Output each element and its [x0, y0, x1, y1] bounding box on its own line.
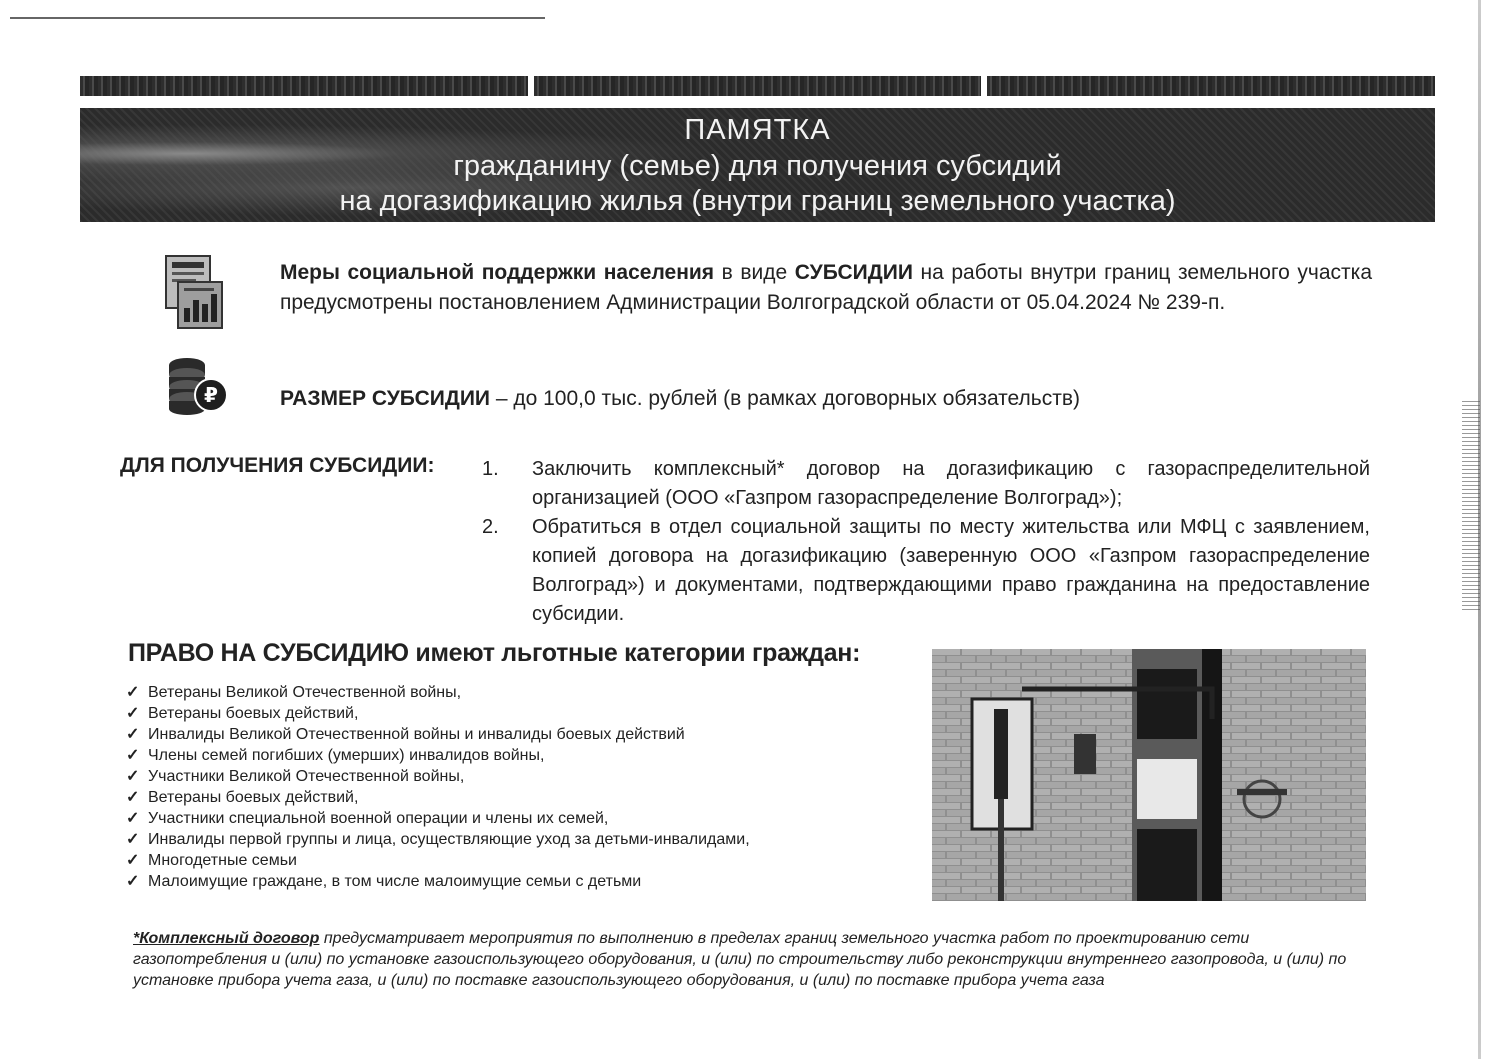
subsidy-size-value: – до 100,0 тыс. рублей (в рамках договорных обязательств): [490, 387, 1080, 410]
banner-title: ПАМЯТКА: [684, 114, 831, 146]
list-item: [126, 787, 886, 808]
step-text: Заключить комплексный* договор на догазификацию с газораспределительной организацией (ООО «Газпром газораспределение Волгоград»);: [532, 458, 1370, 509]
measures-bold-subsidy: СУБСИДИИ: [794, 261, 913, 284]
check-icon: ✓: [126, 684, 140, 701]
svg-text:₽: ₽: [204, 383, 218, 407]
step-text: Обратиться в отдел социальной защиты по месту жительства или МФЦ с заявлением, копией договора на догазификацию (заверенную ООО «Газпром газораспределение Волгоград») и документами, подтверждающими право гражданина на предоставление субсидии.: [532, 516, 1370, 625]
banner-subtitle-1: гражданину (семье) для получения субсидий: [453, 150, 1062, 182]
list-item: [126, 766, 886, 787]
check-icon: ✓: [126, 768, 140, 785]
check-icon: ✓: [126, 810, 140, 827]
list-item: [126, 871, 886, 892]
list-item: [126, 703, 886, 724]
category-label: Участники Великой Отечественной войны,: [148, 768, 465, 785]
category-label: Члены семей погибших (умерших) инвалидов войны,: [148, 747, 545, 764]
list-item: [126, 724, 886, 745]
list-item: [126, 850, 886, 871]
stripe-segment: [534, 76, 982, 96]
check-icon: ✓: [126, 747, 140, 764]
eligibility-title: ПРАВО НА СУБСИДИЮ имеют льготные категории граждан:: [128, 639, 861, 667]
footnote-lead: *Комплексный договор: [133, 930, 320, 947]
check-icon: ✓: [126, 852, 140, 869]
subsidy-size-text: [280, 384, 1372, 414]
check-icon: ✓: [126, 873, 140, 890]
gas-meter-wall-photo: [932, 649, 1366, 901]
banner-subtitle-2: на догазификацию жилья (внутри границ земельного участка): [339, 185, 1176, 217]
get-subsidy-label: ДЛЯ ПОЛУЧЕНИЯ СУБСИДИИ:: [120, 454, 435, 477]
check-icon: ✓: [126, 831, 140, 848]
list-item: [126, 829, 886, 850]
step-item: [482, 513, 1370, 629]
category-label: Многодетные семьи: [148, 852, 297, 869]
scan-noise: [1462, 400, 1480, 610]
document-chart-icon: [160, 252, 230, 334]
category-label: Инвалиды Великой Отечественной войны и инвалиды боевых действий: [148, 726, 685, 743]
category-label: Ветераны Великой Отечественной войны,: [148, 684, 462, 701]
step-number: 2.: [482, 516, 499, 538]
subsidy-steps-list: [482, 455, 1370, 629]
category-label: Инвалиды первой группы и лица, осуществляющие уход за детьми-инвалидами,: [148, 831, 750, 848]
category-label: Участники специальной военной операции и члены их семей,: [148, 810, 609, 827]
top-scan-line: [10, 17, 545, 19]
list-item: [126, 745, 886, 766]
measures-text-1: в виде: [714, 261, 795, 284]
list-item: [126, 682, 886, 703]
footnote: [133, 928, 1383, 991]
step-number: 1.: [482, 458, 499, 480]
check-icon: ✓: [126, 726, 140, 743]
step-item: [482, 455, 1370, 513]
category-label: Малоимущие граждане, в том числе малоимущие семьи с детьми: [148, 873, 642, 890]
check-icon: ✓: [126, 705, 140, 722]
category-label: Ветераны боевых действий,: [148, 789, 359, 806]
list-item: [126, 808, 886, 829]
eligible-categories-list: [126, 682, 886, 892]
support-measures-text: [280, 258, 1372, 318]
category-label: Ветераны боевых действий,: [148, 705, 359, 722]
stripe-segment: [987, 76, 1435, 96]
check-icon: ✓: [126, 789, 140, 806]
stripe-segment: [80, 76, 528, 96]
measures-text-2: на работы внутри границ земельного участка предусмотрены постановлением Администрации Волгоградской области от 05.04.2024 № 239-п.: [280, 261, 1372, 314]
measures-bold-lead: Меры социальной поддержки населения: [280, 261, 715, 284]
ruble-coins-icon: [165, 355, 229, 417]
title-banner: [80, 108, 1435, 222]
subsidy-size-label: РАЗМЕР СУБСИДИИ: [280, 387, 490, 410]
footnote-text: предусматривает мероприятия по выполнению в пределах границ земельного участка работ по проектированию сети газопотребления и (или) по установке газоиспользующего оборудования, и (или) по строительству либо реконструкции внутреннего газопровода, и (или) по установке прибора учета газа, и (или) по поставке газоиспользующего оборудования, и (или) по поставке прибора учета газа: [133, 930, 1347, 989]
decorative-stripes: [80, 76, 1435, 96]
